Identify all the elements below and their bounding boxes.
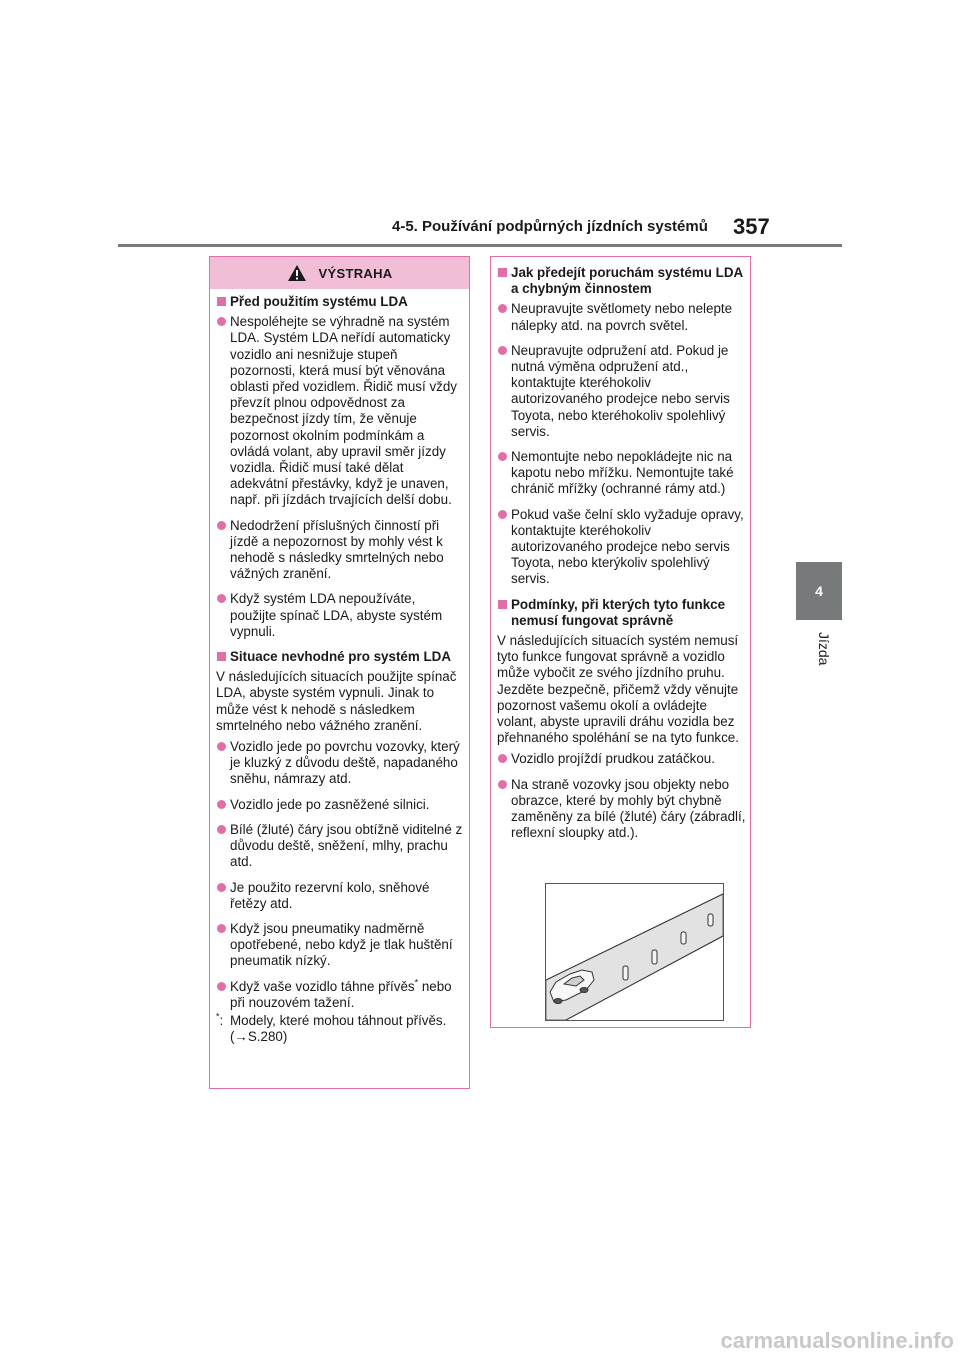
- road-illustration: [545, 883, 724, 1021]
- chapter-label: Jízda: [816, 632, 832, 666]
- bullet-item: Je použito rezervní kolo, sněhové řetězy atd.: [216, 880, 465, 912]
- warning-content: [210, 289, 469, 1045]
- bullet-text-tail: nebo při nouzovém tažení.: [230, 978, 452, 1010]
- warning-box: [209, 256, 470, 1089]
- bullet-item: Když systém LDA nepoužíváte, použijte spínač LDA, abyste systém vypnuli.: [216, 591, 465, 640]
- footnote-asterisk: *: [216, 1011, 220, 1022]
- section-title: 4-5. Používání podpůrných jízdních systémů: [392, 218, 708, 235]
- paragraph: V následujících situacích systém nemusí tyto funkce fungovat správně a vozidlo může vybočit ze svého jízdního pruhu. Jezděte bezpečně, přičemž vždy věnujte pozornost vašemu okolí a ovládejte volant, abyste upravili dráhu vozidla bez přehnaného spoléhání se na tyto funkce.: [497, 633, 739, 746]
- bullet-item-towing: [216, 979, 465, 1011]
- paragraph: V následujících situacích použijte spínač LDA, abyste systém vypnuli. Jinak to může vést k nehodě s následkem smrtelného nebo vážného zranění.: [216, 669, 457, 733]
- road-scene-image: [546, 884, 723, 1020]
- footnote: [216, 1013, 465, 1045]
- bullet-text: Když vaše vozidlo táhne přívěs: [230, 978, 415, 994]
- bullet-item: Pokud vaše čelní sklo vyžaduje opravy, kontaktujte kteréhokoliv autorizovaného prodejce nebo servis Toyota, nebo kterýkoliv spolehlivý servis.: [497, 507, 746, 588]
- section-heading: Jak předejít poruchám systému LDA a chybným činnostem: [497, 265, 746, 297]
- footnote-text: Modely, které mohou táhnout přívěs. (→S.280): [230, 1012, 447, 1045]
- warning-header: [210, 257, 469, 289]
- chapter-tab[interactable]: 4: [796, 562, 842, 620]
- footnote-ref[interactable]: *: [414, 977, 419, 988]
- bullet-item: Vozidlo jede po povrchu vozovky, který je kluzký z důvodu deště, napadaného sněhu, námrazy atd.: [216, 739, 465, 788]
- bullet-item: Neupravujte světlomety nebo nelepte nálepky atd. na povrch světel.: [497, 301, 746, 333]
- bullet-item: Vozidlo projíždí prudkou zatáčkou.: [497, 751, 746, 767]
- warning-triangle-icon: [287, 264, 307, 282]
- footnote-mark: *:: [216, 1011, 224, 1028]
- bullet-item: Nespoléhejte se výhradně na systém LDA. Systém LDA neřídí automaticky vozidlo ani nesnižuje stupeň pozornosti, která musí být věnována oblasti před vozidlem. Řidič musí vždy převzít plnou odpovědnost za bezpečnost jízdy tím, že věnuje pozornost okolním podmínkám a ovládá volant, aby upravil směr jízdy vozidla. Řidič musí také dělat adekvátní přestávky, když je unaven, např. při jízdách trvajících delší dobu.: [216, 314, 465, 508]
- bullet-item: Nedodržení příslušných činností při jízdě a nepozornost by mohly vést k nehodě s následky smrtelných nebo vážných zranění.: [216, 518, 465, 583]
- warning-title: VÝSTRAHA: [318, 265, 393, 281]
- header-rule: [118, 244, 842, 247]
- bullet-item: Vozidlo jede po zasněžené silnici.: [216, 797, 465, 813]
- info-content: [491, 257, 750, 842]
- bullet-item: Nemontujte nebo nepokládejte nic na kapotu nebo mřížku. Nemontujte také chránič mřížky (ochranné rámy atd.): [497, 449, 746, 498]
- watermark: carmanualsonline.info: [720, 1328, 954, 1353]
- page-number: 357: [733, 214, 770, 239]
- section-heading: Podmínky, při kterých tyto funkce nemusí fungovat správně: [497, 597, 746, 629]
- section-heading: Před použitím systému LDA: [216, 294, 465, 310]
- bullet-item: Na straně vozovky jsou objekty nebo obrazce, které by mohly být chybně zaměněny za bílé (žluté) čáry (zábradlí, reflexní sloupky atd.).: [497, 777, 746, 842]
- section-heading: Situace nevhodné pro systém LDA: [216, 649, 465, 665]
- bullet-item: Bílé (žluté) čáry jsou obtížně viditelné z důvodu deště, sněžení, mlhy, prachu atd.: [216, 822, 465, 871]
- bullet-item: Neupravujte odpružení atd. Pokud je nutná výměna odpružení atd., kontaktujte kteréhokoliv autorizovaného prodejce nebo servis Toyota, nebo kteréhokoliv spolehlivý servis.: [497, 343, 746, 440]
- bullet-item: Když jsou pneumatiky nadměrně opotřebené, nebo když je tlak huštění pneumatik nízký.: [216, 921, 465, 970]
